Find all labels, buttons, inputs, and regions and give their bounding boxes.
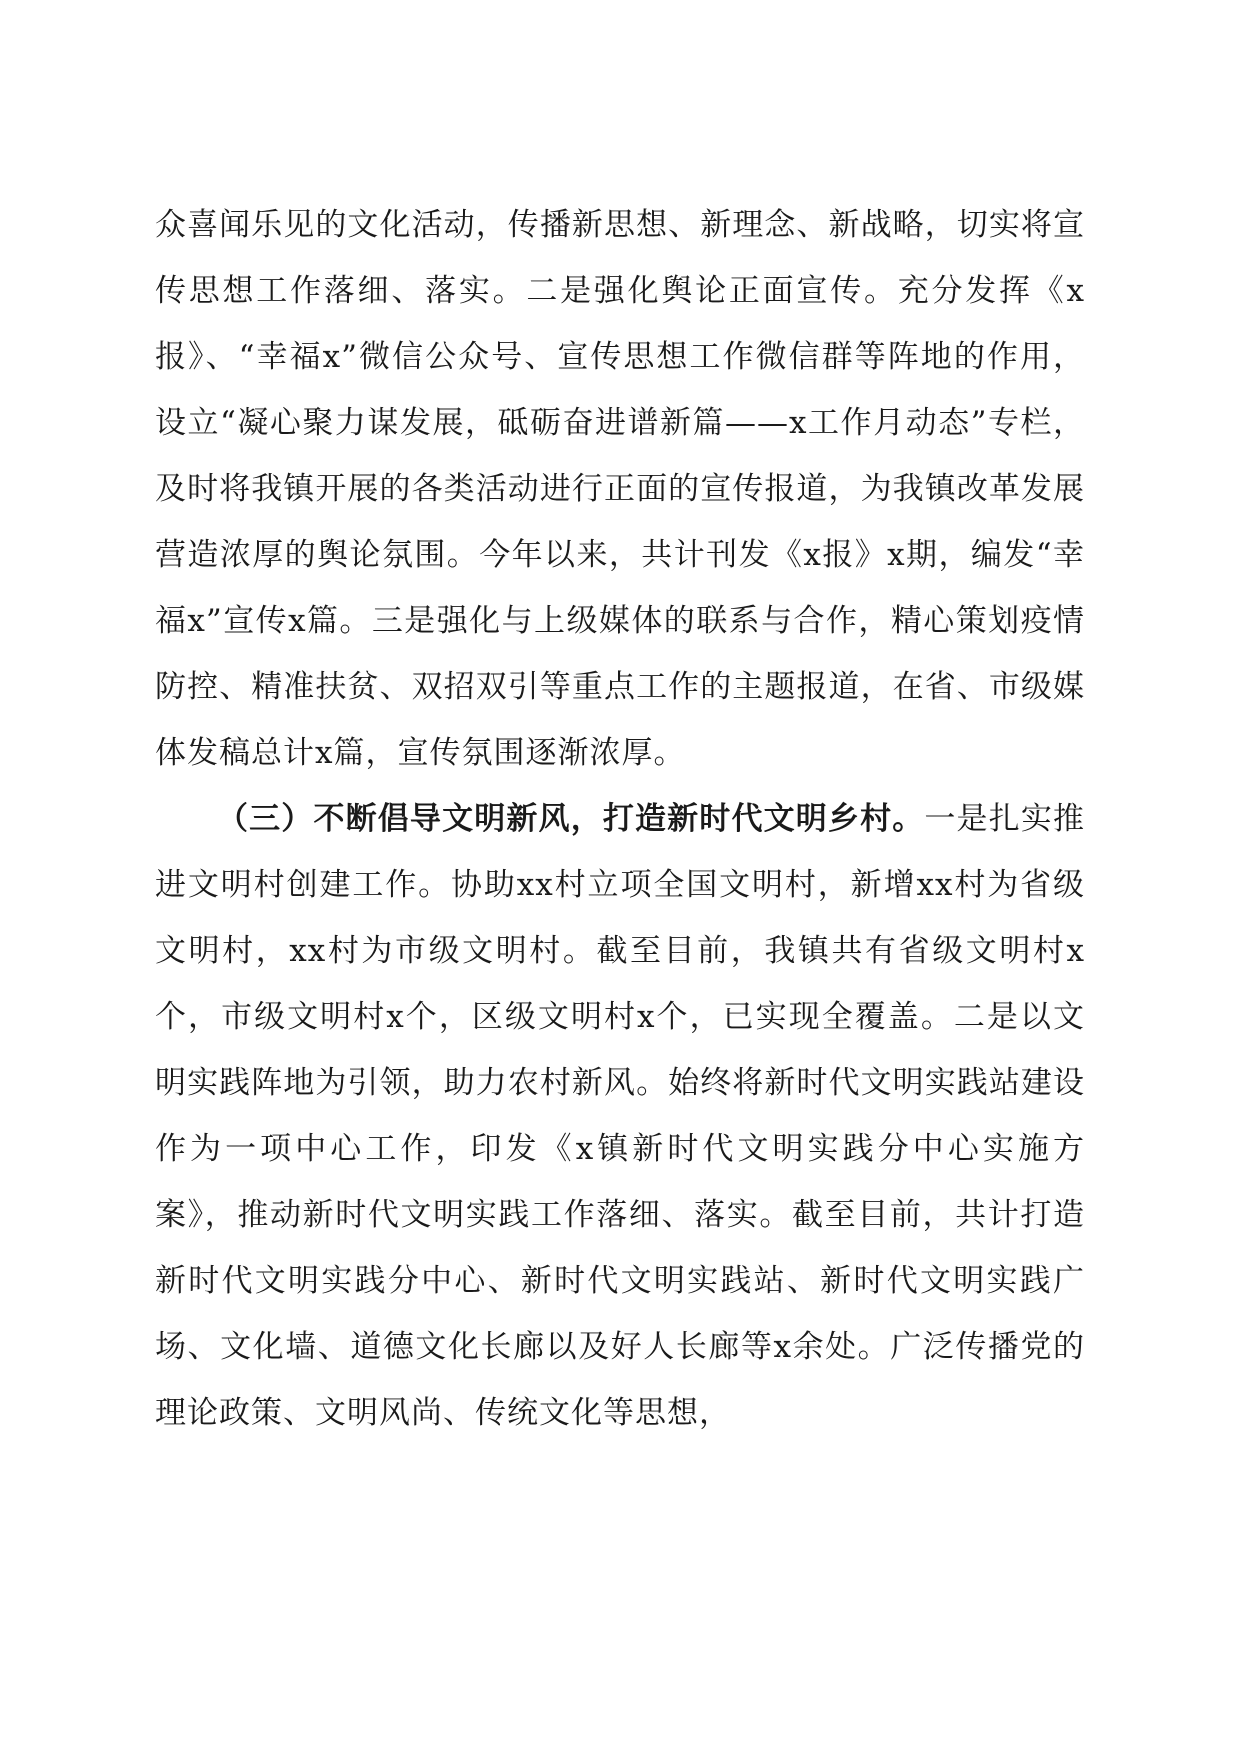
document-body [155,192,1085,1446]
paragraph-continuation: 众喜闻乐见的文化活动，传播新思想、新理念、新战略，切实将宣传思想工作落细、落实。二是强化舆论正面宣传。充分发挥《x报》、“幸福x”微信公众号、宣传思想工作微信群等阵地的作用，设立“凝心聚力谋发展，砥砺奋进谱新篇——x工作月动态”专栏，及时将我镇开展的各类活动进行正面的宣传报道，为我镇改革发展营造浓厚的舆论氛围。今年以来，共计刊发《x报》x期，编发“幸福x”宣传x篇。三是强化与上级媒体的联系与合作，精心策划疫情防控、精准扶贫、双招双引等重点工作的主题报道，在省、市级媒体发稿总计x篇，宣传氛围逐渐浓厚。 [155,207,1085,771]
section-heading: （三）不断倡导文明新风，打造新时代文明乡村。 [217,801,925,837]
section-body: 一是扎实推进文明村创建工作。协助xx村立项全国文明村，新增xx村为省级文明村，xx村为市级文明村。截至目前，我镇共有省级文明村x个，市级文明村x个，区级文明村x个，已实现全覆盖。二是以文明实践阵地为引领，助力农村新风。始终将新时代文明实践站建设作为一项中心工作，印发《x镇新时代文明实践分中心实施方案》，推动新时代文明实践工作落细、落实。截至目前，共计打造新时代文明实践分中心、新时代文明实践站、新时代文明实践广场、文化墙、道德文化长廊以及好人长廊等x余处。广泛传播党的理论政策、文明风尚、传统文化等思想， [155,801,1086,1431]
paragraph-section-three [155,786,1085,1446]
